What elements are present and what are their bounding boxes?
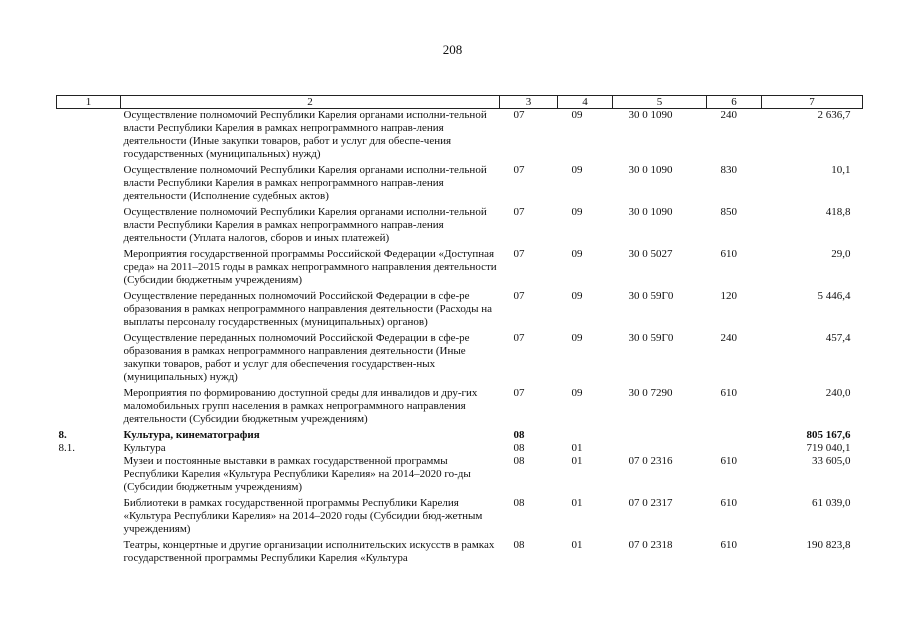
- row-target-article: 30 0 1090: [628, 109, 673, 121]
- row-amount: 418,8: [825, 206, 851, 218]
- row-name: Культура: [123, 442, 166, 454]
- row-expense-type: [707, 442, 762, 455]
- table-row: [57, 429, 863, 442]
- row-expense-type: [707, 429, 762, 442]
- row-amount: 457,4: [825, 332, 851, 344]
- header-row: [57, 96, 863, 109]
- row-number: [57, 164, 121, 206]
- row-expense-type: 610: [720, 455, 737, 467]
- row-subsection: 09: [571, 290, 583, 302]
- table-row: [57, 442, 863, 455]
- row-subsection: 09: [571, 248, 583, 260]
- row-amount: 5 446,4: [817, 290, 851, 302]
- header-col-3: 3: [500, 96, 558, 109]
- row-section: 08: [513, 497, 525, 509]
- row-amount: 719 040,1: [806, 442, 851, 454]
- row-target-article: 07 0 2318: [628, 539, 673, 551]
- row-name: Мероприятия государственной программы Российской Федерации «Доступная среда» на 2011–2015 годы в рамках непрограммного направления деятельности (Субсидии бюджетным учреждениям): [123, 248, 497, 286]
- row-number: 8.: [58, 429, 67, 441]
- table-row: [57, 497, 863, 539]
- row-expense-type: 120: [720, 290, 737, 302]
- row-target-article: [613, 429, 707, 442]
- table-header: [57, 96, 863, 109]
- row-subsection: 09: [571, 332, 583, 344]
- row-number: [57, 290, 121, 332]
- row-name: Осуществление полномочий Республики Карелия органами исполни-тельной власти Республики Карелия в рамках непрограммного направ-ления деятельности (Иные закупки товаров, работ и услуг для обеспе-чения государственных (муниципальных) нужд): [123, 109, 487, 160]
- table-body: [57, 109, 863, 569]
- row-number: [57, 206, 121, 248]
- row-section: 07: [513, 332, 525, 344]
- row-expense-type: 610: [720, 539, 737, 551]
- row-section: 07: [513, 248, 525, 260]
- row-expense-type: 240: [720, 332, 737, 344]
- row-name: Осуществление переданных полномочий Российской Федерации в сфе-ре образования в рамках непрограммного направления деятельности (Расходы на выплаты персоналу государственных (муниципальных) органов): [123, 290, 493, 328]
- row-section: 08: [513, 442, 525, 454]
- row-name: Осуществление полномочий Республики Карелия органами исполни-тельной власти Республики Карелия в рамках непрограммного направ-ления деятельности (Уплата налогов, сборов и иных платежей): [123, 206, 487, 244]
- row-amount: 805 167,6: [806, 429, 851, 441]
- row-expense-type: 610: [720, 387, 737, 399]
- row-section: 08: [513, 455, 525, 467]
- row-name: Музеи и постоянные выставки в рамках государственной программы Республики Карелия «Культура Республики Карелия» на 2014–2020 го-ды (Субсидии бюджетным учреждениям): [123, 455, 471, 493]
- row-expense-type: 610: [720, 497, 737, 509]
- row-target-article: 07 0 2317: [628, 497, 673, 509]
- table-row: [57, 539, 863, 568]
- row-number: [57, 248, 121, 290]
- header-col-5: 5: [613, 96, 707, 109]
- table-row: [57, 248, 863, 290]
- row-number: [57, 332, 121, 387]
- row-subsection: 01: [571, 497, 583, 509]
- row-expense-type: 830: [720, 164, 737, 176]
- row-amount: 2 636,7: [817, 109, 851, 121]
- row-number: [57, 539, 121, 568]
- row-target-article: 30 0 7290: [628, 387, 673, 399]
- row-target-article: 30 0 1090: [628, 164, 673, 176]
- row-name: Культура, кинематография: [123, 429, 260, 441]
- row-target-article: 07 0 2316: [628, 455, 673, 467]
- row-amount: 29,0: [831, 248, 851, 260]
- row-name: Осуществление переданных полномочий Российской Федерации в сфе-ре образования в рамках непрограммного направления деятельности (Иные закупки товаров, работ и услуг для обеспечения государствен-ных (муниципальных) нужд): [123, 332, 470, 383]
- budget-table: [56, 95, 863, 568]
- row-section: 07: [513, 109, 525, 121]
- table-row: [57, 290, 863, 332]
- header-col-1: 1: [57, 96, 121, 109]
- table-row: [57, 332, 863, 387]
- row-subsection: 09: [571, 164, 583, 176]
- row-amount: 240,0: [825, 387, 851, 399]
- table-row: [57, 206, 863, 248]
- row-section: 07: [513, 206, 525, 218]
- row-expense-type: 850: [720, 206, 737, 218]
- row-section: 07: [513, 164, 525, 176]
- row-amount: 61 039,0: [812, 497, 851, 509]
- row-number: [57, 109, 121, 165]
- row-target-article: 30 0 59Г0: [628, 332, 674, 344]
- row-target-article: 30 0 59Г0: [628, 290, 674, 302]
- row-number: [57, 497, 121, 539]
- row-name: Осуществление полномочий Республики Карелия органами исполни-тельной власти Республики Карелия в рамках непрограммного направ-ления деятельности (Исполнение судебных актов): [123, 164, 487, 202]
- table-row: [57, 164, 863, 206]
- table-row: [57, 455, 863, 497]
- table-row: [57, 387, 863, 429]
- row-name: Библиотеки в рамках государственной программы Республики Карелия «Культура Республики Карелия» на 2014–2020 годы (Субсидии бюд-жетным учреждениям): [123, 497, 483, 535]
- row-expense-type: 240: [720, 109, 737, 121]
- row-section: 07: [513, 387, 525, 399]
- row-expense-type: 610: [720, 248, 737, 260]
- row-section: 08: [513, 539, 525, 551]
- row-name: Мероприятия по формированию доступной среды для инвалидов и дру-гих маломобильных групп населения в рамках непрограммного направления деятельности (Субсидии бюджетным учреждениям): [123, 387, 478, 425]
- row-number: 8.1.: [58, 442, 75, 454]
- header-col-2: 2: [121, 96, 500, 109]
- row-subsection: 01: [571, 539, 583, 551]
- row-subsection: 09: [571, 206, 583, 218]
- row-section: 08: [513, 429, 525, 441]
- row-number: [57, 455, 121, 497]
- row-subsection: 01: [571, 442, 583, 454]
- row-target-article: 30 0 1090: [628, 206, 673, 218]
- row-subsection: 09: [571, 109, 583, 121]
- row-subsection: 09: [571, 387, 583, 399]
- row-amount: 33 605,0: [812, 455, 851, 467]
- header-col-4: 4: [558, 96, 613, 109]
- row-target-article: [613, 442, 707, 455]
- row-amount: 10,1: [831, 164, 851, 176]
- row-amount: 190 823,8: [806, 539, 851, 551]
- row-section: 07: [513, 290, 525, 302]
- row-target-article: 30 0 5027: [628, 248, 673, 260]
- header-col-6: 6: [707, 96, 762, 109]
- table-row: [57, 109, 863, 165]
- header-col-7: 7: [762, 96, 863, 109]
- row-number: [57, 387, 121, 429]
- page-number: 208: [442, 42, 463, 57]
- row-subsection: 01: [571, 455, 583, 467]
- row-subsection: [558, 429, 613, 442]
- row-name: Театры, концертные и другие организации исполнительских искусств в рамках государственной программы Республики Карелия «Культура: [123, 539, 495, 564]
